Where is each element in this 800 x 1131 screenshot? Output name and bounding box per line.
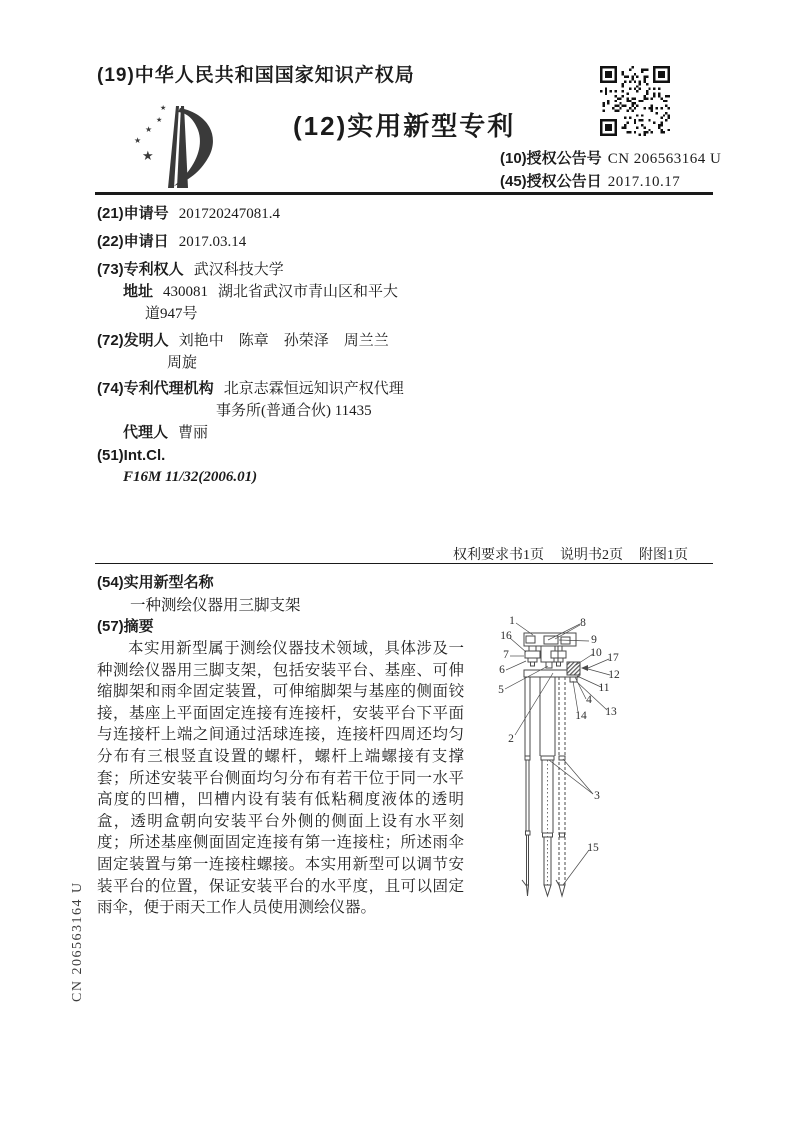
star-icon: ★: [145, 125, 153, 134]
address-text: 湖北省武汉市青山区和平大: [218, 284, 399, 300]
spec-pages: 说明书2页: [560, 548, 623, 563]
callout-5: 5: [498, 684, 504, 696]
star-icon: ★: [142, 148, 154, 163]
callout-9: 9: [591, 634, 597, 646]
application-number-value: 201720247081.4: [178, 206, 280, 222]
patentee-value: 武汉科技大学: [193, 262, 284, 278]
star-icon: ★: [156, 116, 163, 124]
agency-name: 北京志霖恒远知识产权代理: [223, 381, 404, 397]
callout-12: 12: [608, 669, 620, 681]
star-icon: ★: [160, 104, 167, 112]
document-type-title: (12)实用新型专利: [293, 111, 516, 141]
application-number-label: (21)申请号: [97, 205, 169, 222]
tripod-drawing: [455, 598, 705, 908]
section-divider: [95, 563, 713, 564]
field-patentee: [97, 258, 284, 279]
field-agency: [97, 377, 404, 398]
callout-13: 13: [605, 706, 617, 718]
inventors-names-continued: 周旋: [167, 355, 198, 371]
abstract-section-label: (57)摘要: [97, 618, 154, 635]
publication-number-label: (10)授权公告号: [500, 150, 602, 167]
figure-pages: 附图1页: [639, 548, 688, 563]
side-document-number: CN 206563164 U: [70, 881, 85, 1002]
publication-number-line: [500, 147, 721, 168]
agent-name: 曹丽: [178, 425, 209, 441]
star-icon: ★: [134, 136, 142, 145]
publication-number-value: CN 206563164 U: [607, 151, 722, 167]
address-zip: 430081: [163, 284, 209, 300]
patent-figure: [455, 598, 705, 908]
inventors-label: (72)发明人: [97, 332, 169, 349]
field-agent: [123, 421, 208, 442]
field-inventors: [97, 329, 389, 350]
callout-7: 7: [503, 649, 509, 661]
callout-15: 15: [587, 842, 599, 854]
callout-1: 1: [509, 615, 515, 627]
cnipa-logo-icon: [120, 98, 238, 194]
callout-4: 4: [586, 694, 592, 706]
pages-info: [453, 544, 704, 564]
field-intcl: [97, 447, 165, 465]
agency-name-continued: 事务所(普通合伙) 11435: [216, 403, 372, 419]
callout-3: 3: [594, 790, 600, 802]
publication-date-value: 2017.10.17: [607, 174, 681, 190]
issuing-office: (19)中华人民共和国国家知识产权局: [97, 65, 415, 86]
application-date-value: 2017.03.14: [178, 234, 247, 250]
agency-label: (74)专利代理机构: [97, 380, 214, 397]
agent-label: 代理人: [123, 424, 169, 441]
field-application-number: [97, 202, 280, 223]
callout-6: 6: [499, 664, 505, 676]
callout-14: 14: [575, 710, 587, 722]
abstract-text: 本实用新型属于测绘仪器技术领域，具体涉及一种测绘仪器用三脚支架，包括安装平台、基座、可伸缩脚架和雨伞固定装置，可伸缩脚架与基座的侧面铰接，基座上平面固定连接有连接杆，安装平台下平面与连接杆上端之间通过活球连接，连接杆四周还均匀分布有三根竖直设置的螺杆，螺杆上端螺接有支撑套；所述安装平台侧面均匀分布有若干位于同一水平高度的凹槽，凹槽内设有装有低粘稠度液体的透明盒，透明盒朝向安装平台外侧的侧面上设有水平刻度；所述基座侧面固定连接有第一连接柱；所述雨伞固定装置与第一连接柱螺接。本实用新型可以调节安装平台的位置，保证安装平台的水平度，且可以固定雨伞，便于雨天工作人员使用测绘仪器。: [97, 640, 464, 917]
application-date-label: (22)申请日: [97, 233, 169, 250]
callout-10: 10: [590, 647, 602, 659]
address-text-continued: 道947号: [145, 306, 198, 322]
qr-code-image: [600, 66, 670, 136]
callout-2: 2: [508, 733, 514, 745]
invention-title: 一种测绘仪器用三脚支架: [130, 597, 301, 614]
address-label: 地址: [123, 283, 154, 300]
inventors-names: 刘艳中 陈章 孙荣泽 周兰兰: [178, 333, 389, 349]
header-divider: [95, 192, 713, 195]
callout-8: 8: [580, 617, 586, 629]
qr-code: [600, 66, 670, 136]
callout-11: 11: [598, 682, 610, 694]
field-address: [123, 280, 398, 301]
intcl-value: F16M 11/32(2006.01): [123, 469, 258, 485]
publication-date-line: [500, 170, 680, 191]
title-section-label: (54)实用新型名称: [97, 574, 214, 591]
publication-date-label: (45)授权公告日: [500, 173, 602, 190]
field-application-date: [97, 230, 246, 251]
intcl-label: (51)Int.Cl.: [97, 447, 166, 464]
callout-16: 16: [500, 630, 512, 642]
patentee-label: (73)专利权人: [97, 261, 184, 278]
claims-pages: 权利要求书1页: [453, 548, 544, 563]
callout-17: 17: [607, 652, 619, 664]
